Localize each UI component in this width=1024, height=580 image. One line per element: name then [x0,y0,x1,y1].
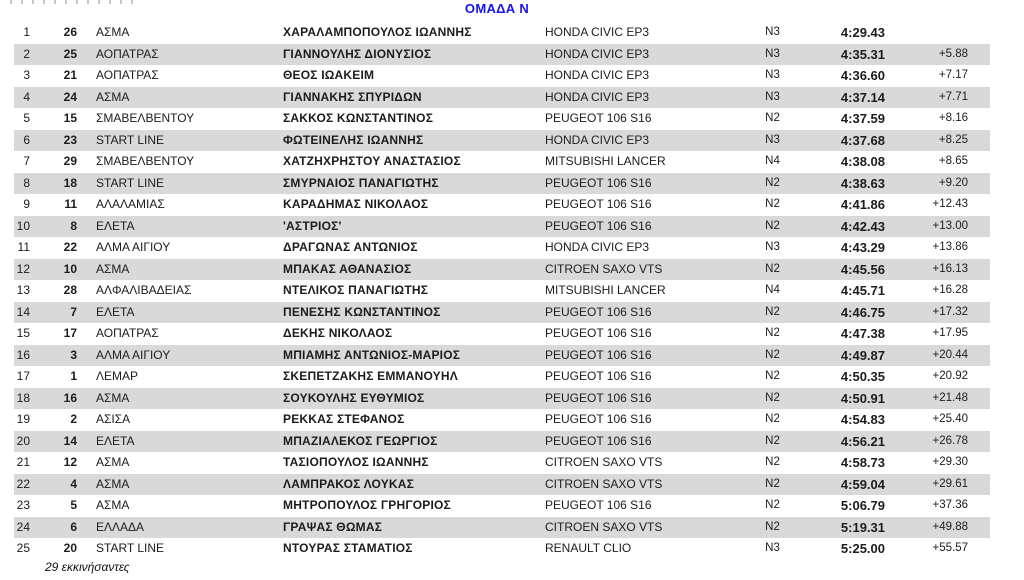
car-number-cell: 28 [63,283,77,297]
car-cell: PEUGEOT 106 S16 [545,197,652,211]
team-cell: ΣΜΑΒΕΛΒΕΝΤΟΥ [96,154,195,168]
car-cell: MITSUBISHI LANCER [545,154,666,168]
time-cell: 5:25.00 [840,541,885,556]
position-cell: 2 [23,46,30,61]
time-cell: 4:50.91 [840,390,885,406]
gap-cell: +12.43 [932,198,968,210]
car-cell: PEUGEOT 106 S16 [545,433,652,448]
driver-cell: 'ΑΣΤΡΙΟΣ' [283,218,342,233]
car-number-cell: 4 [70,476,77,491]
gap-cell: +16.28 [932,284,968,296]
team-cell: ΑΛΦΑΛΙΒΑΔΕΙΑΣ [96,283,192,297]
car-cell: PEUGEOT 106 S16 [545,412,652,426]
time-cell: 4:43.29 [840,240,885,255]
gap-cell: +17.95 [932,327,968,339]
team-cell: ΑΣΜΑ [96,476,130,491]
car-cell: CITROEN SAXO VTS [545,476,663,491]
driver-cell: ΘΕΟΣ ΙΩΑΚΕΙΜ [283,68,375,82]
car-number-cell: 6 [70,519,77,534]
driver-cell: ΚΑΡΑΔΗΜΑΣ ΝΙΚΟΛΑΟΣ [283,197,429,211]
gap-cell: +20.44 [932,348,968,361]
class-cell: N2 [765,456,780,468]
class-cell: N2 [765,176,780,189]
team-cell: ΑΟΠΑΤΡΑΣ [96,68,159,82]
class-cell: N2 [765,198,780,210]
class-cell: N2 [765,305,780,318]
gap-cell: +20.92 [932,370,968,382]
class-cell: N3 [765,47,780,60]
car-number-cell: 12 [63,455,77,469]
gap-cell: +25.40 [932,413,968,425]
table-row [14,130,990,152]
class-cell: N3 [765,26,780,38]
position-cell: 17 [16,369,30,383]
table-row [14,173,990,195]
table-row [14,302,990,324]
class-cell: N2 [765,434,780,447]
car-cell: CITROEN SAXO VTS [545,455,663,469]
car-number-cell: 14 [63,433,77,448]
starters-count: 29 εκκινήσαντες [45,560,130,574]
car-number-cell: 17 [63,326,77,340]
table-row [14,538,990,560]
time-cell: 4:54.83 [840,412,885,427]
table-row [14,323,990,345]
team-cell: ΕΛΛΑΔΑ [96,519,145,534]
position-cell: 10 [16,218,30,233]
class-cell: N2 [765,348,780,361]
driver-cell: ΜΠΑΚΑΣ ΑΘΑΝΑΣΙΟΣ [283,261,412,276]
car-cell: HONDA CIVIC EP3 [545,89,650,104]
gap-cell: +55.57 [932,542,968,554]
table-row [14,474,990,496]
team-cell: ΑΛΜΑ ΑΙΓΙΟΥ [96,240,171,254]
time-cell: 4:42.43 [840,218,885,234]
gap-cell: +13.00 [932,219,968,232]
car-number-cell: 5 [70,498,77,512]
results-table [14,22,990,560]
car-cell: PEUGEOT 106 S16 [545,347,652,362]
time-cell: 4:49.87 [840,347,885,363]
driver-cell: ΤΑΣΙΟΠΟΥΛΟΣ ΙΩΑΝΝΗΣ [283,455,429,469]
car-number-cell: 2 [70,412,77,426]
position-cell: 14 [16,304,30,319]
time-cell: 4:37.68 [840,132,885,148]
table-row [14,409,990,431]
class-cell: N2 [765,413,780,425]
position-cell: 1 [23,25,30,39]
gap-cell: +26.78 [932,434,968,447]
car-cell: HONDA CIVIC EP3 [545,68,650,82]
car-number-cell: 10 [63,261,77,276]
car-number-cell: 11 [64,197,77,211]
gap-cell: +13.86 [932,241,968,253]
time-cell: 4:35.31 [840,46,885,62]
position-cell: 6 [23,132,30,147]
car-cell: HONDA CIVIC EP3 [545,46,650,61]
team-cell: ΣΜΑΒΕΛΒΕΝΤΟΥ [96,111,195,125]
driver-cell: ΜΗΤΡΟΠΟΥΛΟΣ ΓΡΗΓΟΡΙΟΣ [283,498,451,512]
team-cell: ΑΣΜΑ [96,261,130,276]
table-row [14,237,990,259]
team-cell: ΑΟΠΑΤΡΑΣ [96,326,159,340]
position-cell: 18 [16,390,30,405]
car-cell: CITROEN SAXO VTS [545,519,663,534]
driver-cell: ΛΑΜΠΡΑΚΟΣ ΛΟΥΚΑΣ [283,476,415,491]
table-row [14,431,990,453]
team-cell: ΛΕΜΑΡ [96,369,139,383]
time-cell: 4:37.59 [840,111,885,126]
car-number-cell: 23 [63,132,77,147]
position-cell: 8 [23,175,30,190]
car-number-cell: 20 [63,541,77,555]
car-cell: PEUGEOT 106 S16 [545,175,652,190]
table-row [14,388,990,410]
time-cell: 5:06.79 [840,498,885,513]
position-cell: 5 [23,111,30,125]
class-cell: N3 [765,90,780,103]
gap-cell: +29.61 [932,477,968,490]
car-number-cell: 22 [63,240,77,254]
table-row [14,452,990,474]
table-row [14,22,990,44]
position-cell: 4 [23,89,30,104]
class-cell: N2 [765,219,780,232]
car-number-cell: 8 [70,218,77,233]
driver-cell: ΡΕΚΚΑΣ ΣΤΕΦΑΝΟΣ [283,412,405,426]
car-number-cell: 18 [63,175,77,190]
table-row [14,194,990,216]
gap-cell: +29.30 [932,456,968,468]
table-row [14,259,990,281]
class-cell: N2 [765,391,780,404]
class-cell: N2 [765,370,780,382]
class-cell: N4 [765,155,780,167]
car-cell: HONDA CIVIC EP3 [545,25,650,39]
team-cell: ΑΣΜΑ [96,89,130,104]
position-cell: 16 [16,347,30,362]
time-cell: 4:38.08 [840,154,885,169]
team-cell: ΕΛΕΤΑ [96,304,135,319]
position-cell: 25 [16,541,30,555]
table-row [14,87,990,109]
team-cell: ΑΛΜΑ ΑΙΓΙΟΥ [96,347,171,362]
team-cell: START LINE [96,175,165,190]
driver-cell: ΔΡΑΓΩΝΑΣ ΑΝΤΩΝΙΟΣ [283,240,418,254]
class-cell: N3 [765,133,780,146]
time-cell: 4:50.35 [840,369,885,384]
class-cell: N2 [765,520,780,533]
gap-cell: +21.48 [932,391,968,404]
car-cell: PEUGEOT 106 S16 [545,498,652,512]
car-cell: PEUGEOT 106 S16 [545,304,652,319]
class-cell: N2 [765,477,780,490]
car-cell: PEUGEOT 106 S16 [545,390,652,405]
class-cell: N2 [765,499,780,511]
team-cell: ΑΣΜΑ [96,25,130,39]
position-cell: 13 [16,283,30,297]
position-cell: 23 [16,498,30,512]
gap-cell: +37.36 [932,499,968,511]
gap-cell: +7.71 [938,90,968,103]
time-cell: 4:29.43 [840,25,885,40]
team-cell: ΑΣΜΑ [96,390,130,405]
time-cell: 4:56.21 [840,433,885,449]
time-cell: 4:38.63 [840,175,885,191]
car-number-cell: 26 [63,25,77,39]
driver-cell: ΧΑΤΖΗΧΡΗΣΤΟΥ ΑΝΑΣΤΑΣΙΟΣ [283,154,461,168]
table-row [14,517,990,539]
position-cell: 11 [17,240,30,254]
driver-cell: ΓΙΑΝΝΑΚΗΣ ΣΠΥΡΙΔΩΝ [283,89,422,104]
team-cell: ΕΛΕΤΑ [96,218,135,233]
driver-cell: ΠΕΝΕΣΗΣ ΚΩΝΣΤΑΝΤΙΝΟΣ [283,304,441,319]
car-number-cell: 25 [63,46,77,61]
table-row [14,108,990,130]
time-cell: 4:41.86 [840,197,885,212]
class-cell: N3 [765,542,780,554]
car-cell: HONDA CIVIC EP3 [545,240,650,254]
gap-cell: +5.88 [938,47,968,60]
team-cell: ΑΣΜΑ [96,498,130,512]
position-cell: 15 [16,326,30,340]
time-cell: 4:37.14 [840,89,885,105]
group-title: ΟΜΑΔΑ Ν [464,1,530,16]
driver-cell: ΣΟΥΚΟΥΛΗΣ ΕΥΘΥΜΙΟΣ [283,390,425,405]
car-number-cell: 16 [63,390,77,405]
position-cell: 22 [16,476,30,491]
table-row [14,280,990,302]
class-cell: N2 [765,262,780,275]
driver-cell: ΜΠΑΖΙΑΛΕΚΟΣ ΓΕΩΡΓΙΟΣ [283,433,438,448]
time-cell: 4:47.38 [840,326,885,341]
car-number-cell: 7 [70,304,77,319]
table-row [14,495,990,517]
driver-cell: ΦΩΤΕΙΝΕΛΗΣ ΙΩΑΝΝΗΣ [283,132,424,147]
driver-cell: ΓΡΑΨΑΣ ΘΩΜΑΣ [283,519,383,534]
position-cell: 12 [16,261,30,276]
car-cell: CITROEN SAXO VTS [545,261,663,276]
gap-cell: +17.32 [932,305,968,318]
driver-cell: ΣΚΕΠΕΤΖΑΚΗΣ ΕΜΜΑΝΟΥΗΛ [283,369,458,383]
car-cell: RENAULT CLIO [545,541,632,555]
gap-cell: +9.20 [938,176,968,189]
car-cell: MITSUBISHI LANCER [545,283,666,297]
driver-cell: ΧΑΡΑΛΑΜΠΟΠΟΥΛΟΣ ΙΩΑΝΝΗΣ [283,25,472,39]
position-cell: 20 [16,433,30,448]
table-row [14,216,990,238]
team-cell: ΑΣΜΑ [96,455,130,469]
gap-cell: +8.16 [938,112,968,124]
position-cell: 7 [23,154,30,168]
class-cell: N4 [765,284,780,296]
car-number-cell: 1 [70,369,77,383]
driver-cell: ΓΙΑΝΝΟΥΛΗΣ ΔΙΟΝΥΣΙΟΣ [283,46,432,61]
position-cell: 9 [23,197,30,211]
class-cell: N3 [765,241,780,253]
class-cell: N2 [765,112,780,124]
car-number-cell: 21 [63,68,77,82]
car-number-cell: 24 [63,89,77,104]
driver-cell: ΜΠΙΑΜΗΣ ΑΝΤΩΝΙΟΣ-ΜΑΡΙΟΣ [283,347,461,362]
team-cell: START LINE [96,132,165,147]
car-number-cell: 29 [63,154,77,168]
time-cell: 4:36.60 [840,68,885,83]
gap-cell: +8.65 [938,155,968,167]
time-cell: 4:59.04 [840,476,885,492]
table-row [14,366,990,388]
time-cell: 4:45.71 [840,283,885,298]
driver-cell: ΣΑΚΚΟΣ ΚΩΝΣΤΑΝΤΙΝΟΣ [283,111,434,125]
gap-cell: +16.13 [932,262,968,275]
driver-cell: ΔΕΚΗΣ ΝΙΚΟΛΑΟΣ [283,326,393,340]
team-cell: ΑΟΠΑΤΡΑΣ [96,46,159,61]
position-cell: 21 [16,455,30,469]
driver-cell: ΝΤΕΛΙΚΟΣ ΠΑΝΑΓΙΩΤΗΣ [283,283,429,297]
class-cell: N3 [765,69,780,81]
gap-cell: +7.17 [938,69,968,81]
driver-cell: ΝΤΟΥΡΑΣ ΣΤΑΜΑΤΙΟΣ [283,541,413,555]
time-cell: 4:45.56 [840,261,885,277]
team-cell: ΑΣΙΣΑ [96,412,131,426]
gap-cell: +8.25 [938,133,968,146]
table-row [14,345,990,367]
position-cell: 19 [16,412,30,426]
table-row [14,65,990,87]
car-cell: HONDA CIVIC EP3 [545,132,650,147]
table-row [14,44,990,66]
car-cell: PEUGEOT 106 S16 [545,218,652,233]
time-cell: 4:58.73 [840,455,885,470]
table-row [14,151,990,173]
car-cell: PEUGEOT 106 S16 [545,369,652,383]
team-cell: START LINE [96,541,165,555]
time-cell: 5:19.31 [840,519,885,535]
car-cell: PEUGEOT 106 S16 [545,111,652,125]
time-cell: 4:46.75 [840,304,885,320]
position-cell: 24 [16,519,30,534]
position-cell: 3 [23,68,30,82]
team-cell: ΕΛΕΤΑ [96,433,135,448]
team-cell: ΑΛΑΛΑΜΙΑΣ [96,197,165,211]
gap-cell: +49.88 [932,520,968,533]
car-number-cell: 3 [70,347,77,362]
car-number-cell: 15 [63,111,77,125]
car-cell: PEUGEOT 106 S16 [545,326,652,340]
driver-cell: ΣΜΥΡΝΑΙΟΣ ΠΑΝΑΓΙΩΤΗΣ [283,175,439,190]
class-cell: N2 [765,327,780,339]
